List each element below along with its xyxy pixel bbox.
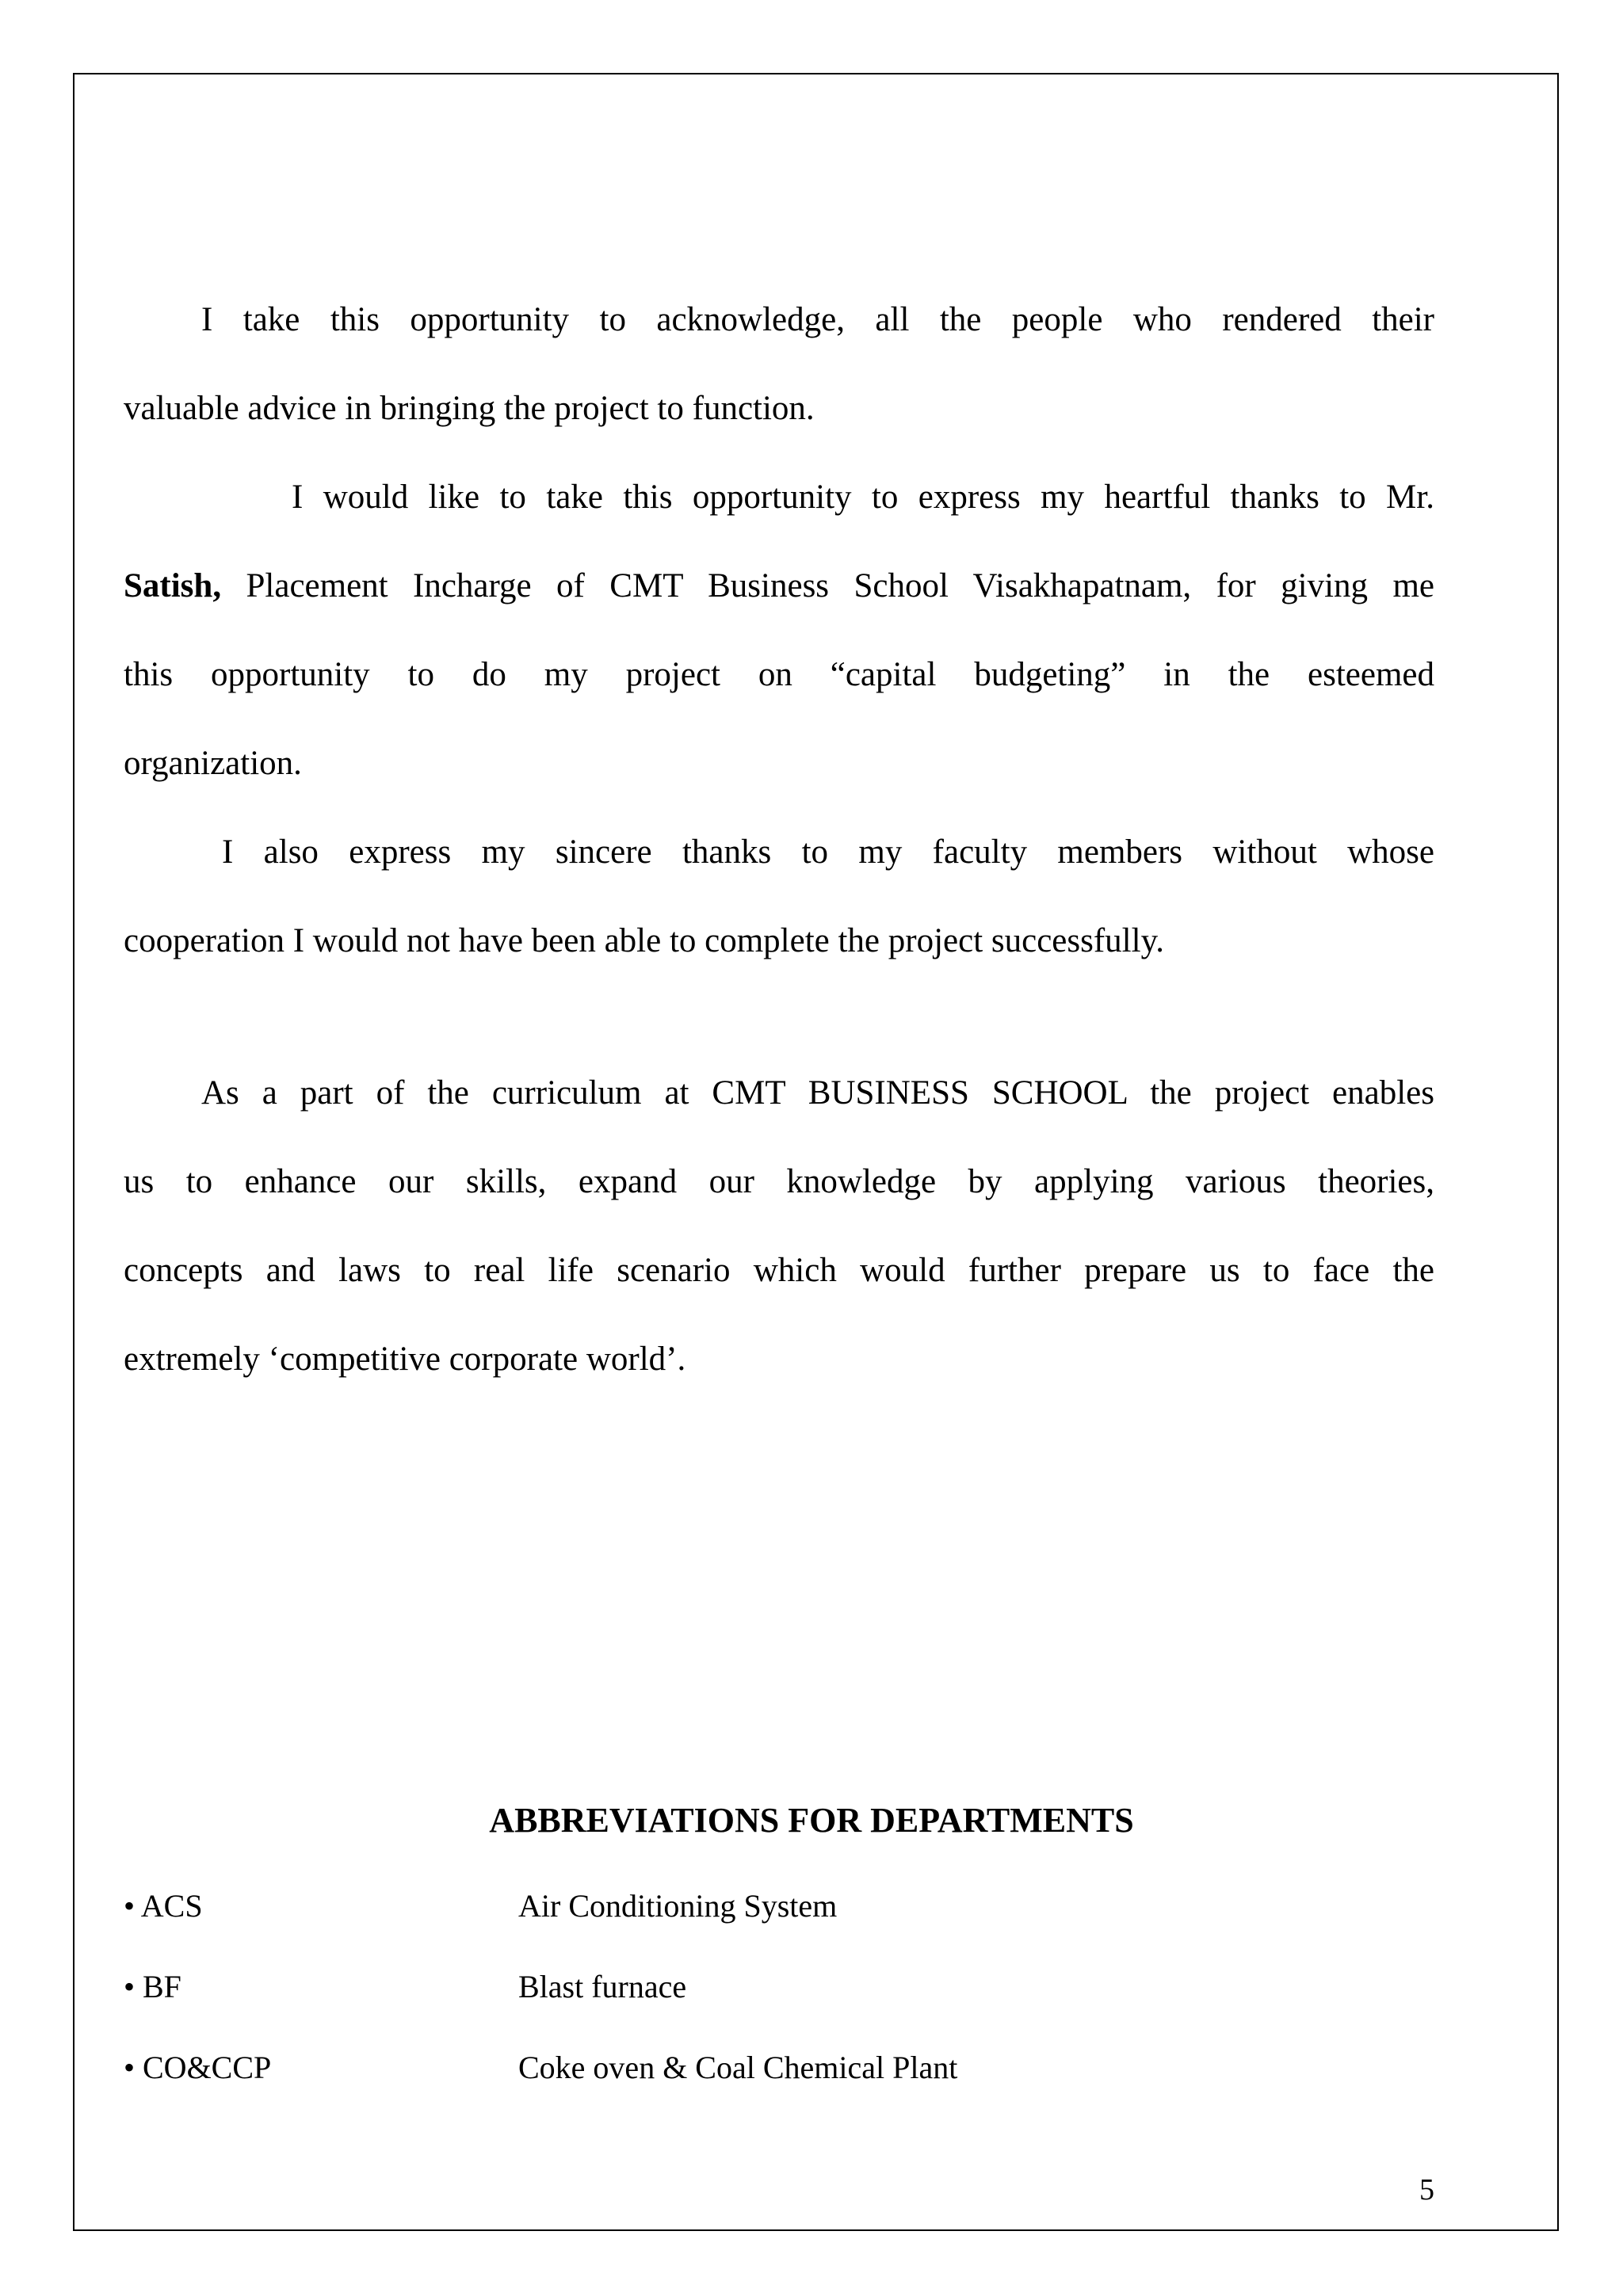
ack-paragraph-2-line-2 <box>124 566 1434 607</box>
ack-paragraph-2-line-3: this opportunity to do my project on “capital budgeting” in the esteemed <box>124 656 1434 693</box>
abbreviation-code: • CO&CCP <box>124 2050 272 2085</box>
mentor-name: Satish, <box>124 567 222 605</box>
abbreviation-code: • ACS <box>124 1888 203 1924</box>
ack-paragraph-2-line-4: organization. <box>124 745 302 782</box>
abbreviation-description: Coke oven & Coal Chemical Plant <box>518 2050 958 2085</box>
ack-paragraph-3-line-2: cooperation I would not have been able to complete the project successfully. <box>124 922 1165 959</box>
ack-paragraph-4-line-1: As a part of the curriculum at CMT BUSINESS SCHOOL the project enables <box>201 1074 1434 1112</box>
ack-paragraph-3-line-1: I also express my sincere thanks to my faculty members without whose <box>222 833 1434 871</box>
ack-paragraph-1-line-2: valuable advice in bringing the project to function. <box>124 390 815 427</box>
abbreviation-description: Blast furnace <box>518 1969 687 2004</box>
ack-paragraph-2-line-1: I would like to take this opportunity to express my heartful thanks to Mr. <box>292 479 1434 516</box>
ack-paragraph-1-line-1: I take this opportunity to acknowledge, all the people who rendered their <box>201 301 1434 338</box>
ack-paragraph-4-line-3: concepts and laws to real life scenario which would further prepare us to face the <box>124 1252 1434 1289</box>
page-number: 5 <box>1419 2173 1434 2206</box>
ack-paragraph-4-line-2: us to enhance our skills, expand our knowledge by applying various theories, <box>124 1163 1434 1200</box>
mentor-description: Placement Incharge of CMT Business School Visakhapatnam, for giving me <box>221 567 1434 605</box>
ack-paragraph-4-line-4: extremely ‘competitive corporate world’. <box>124 1341 686 1378</box>
abbreviations-heading: ABBREVIATIONS FOR DEPARTMENTS <box>489 1801 1134 1840</box>
abbreviation-description: Air Conditioning System <box>518 1888 838 1924</box>
abbreviation-code: • BF <box>124 1969 181 2004</box>
